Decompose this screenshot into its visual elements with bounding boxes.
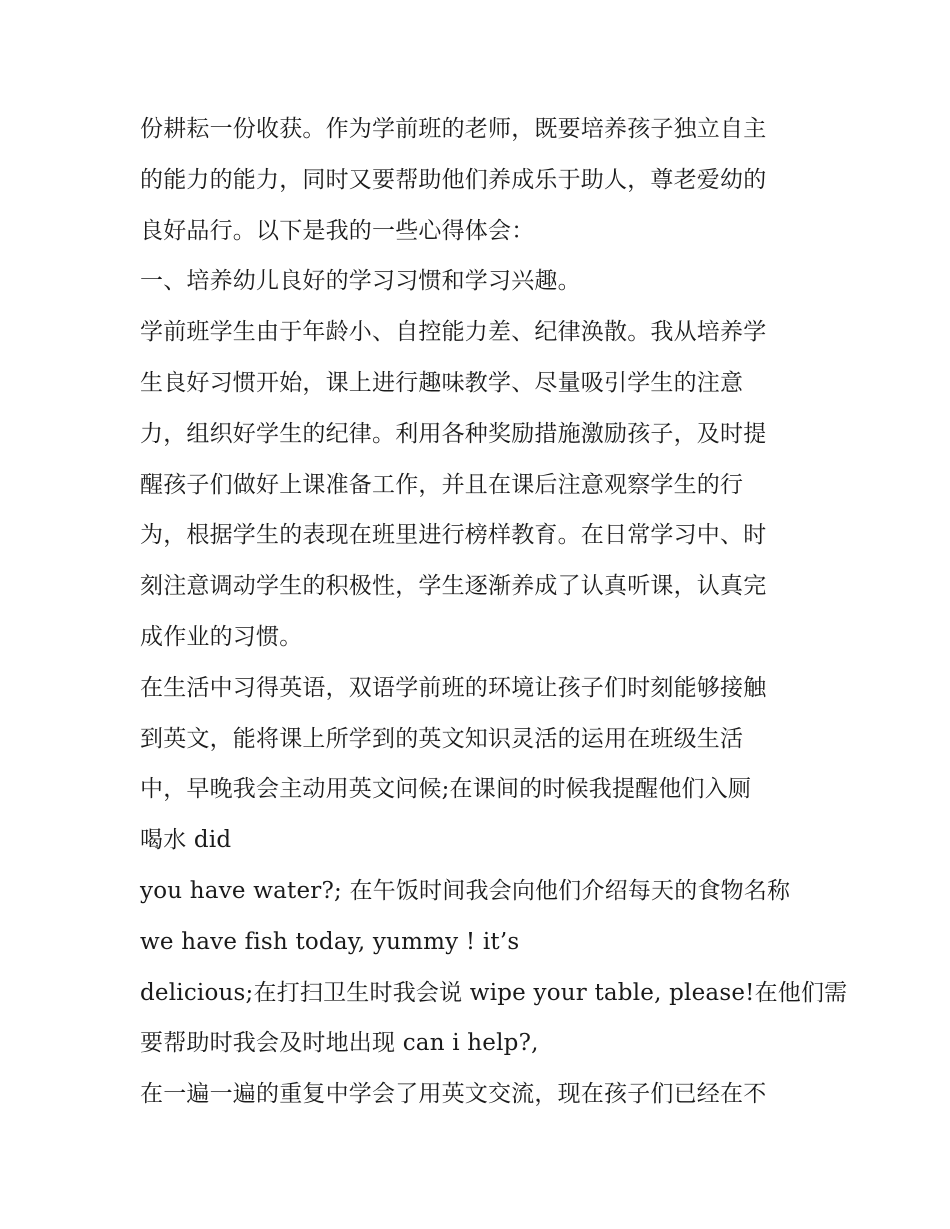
paragraph-line: 在一遍一遍的重复中学会了用英文交流，现在孩子们已经在不 [140,1081,767,1108]
paragraph-line: 生良好习惯开始，课上进行趣味教学、尽量吸引学生的注意 [140,369,744,396]
paragraph-line: 良好品行。以下是我的一些心得体会： [140,217,535,244]
paragraph-line: 刻注意调动学生的积极性，学生逐渐养成了认真听课，认真完 [140,573,767,600]
document-body [140,104,848,1120]
paragraph-line: 学前班学生由于年龄小、自控能力差、纪律涣散。我从培养学 [140,319,767,346]
paragraph-line: 成作业的习惯。 [140,623,303,650]
paragraph-line: 为，根据学生的表现在班里进行榜样教育。在日常学习中、时 [140,522,767,549]
section-heading: 一、培养幼儿良好的学习习惯和学习兴趣。 [140,268,581,295]
paragraph-line: 的能力的能力，同时又要帮助他们养成乐于助人，尊老爱幼的 [140,166,767,193]
paragraph-line: delicious;在打扫卫生时我会说 wipe your table, please!在他们需 [140,979,848,1006]
paragraph-line: you have water?; 在午饭时间我会向他们介绍每天的食物名称 [140,877,791,904]
paragraph-line: 力，组织好学生的纪律。利用各种奖励措施激励孩子，及时提 [140,420,767,447]
paragraph-line: 到英文，能将课上所学到的英文知识灵活的运用在班级生活 [140,725,744,752]
paragraph-line: we have fish today, yummy ! it’s [140,928,520,955]
paragraph-line: 中，早晚我会主动用英文问候;在课间的时候我提醒他们入厕 [140,776,752,803]
paragraph-line: 喝水 did [140,827,232,854]
paragraph-line: 在生活中习得英语，双语学前班的环境让孩子们时刻能够接触 [140,674,767,701]
paragraph-line: 要帮助时我会及时地出现 can i help?, [140,1030,539,1057]
paragraph-line: 份耕耘一份收获。作为学前班的老师，既要培养孩子独立自主 [140,116,767,142]
paragraph-line: 醒孩子们做好上课准备工作，并且在课后注意观察学生的行 [140,471,744,498]
